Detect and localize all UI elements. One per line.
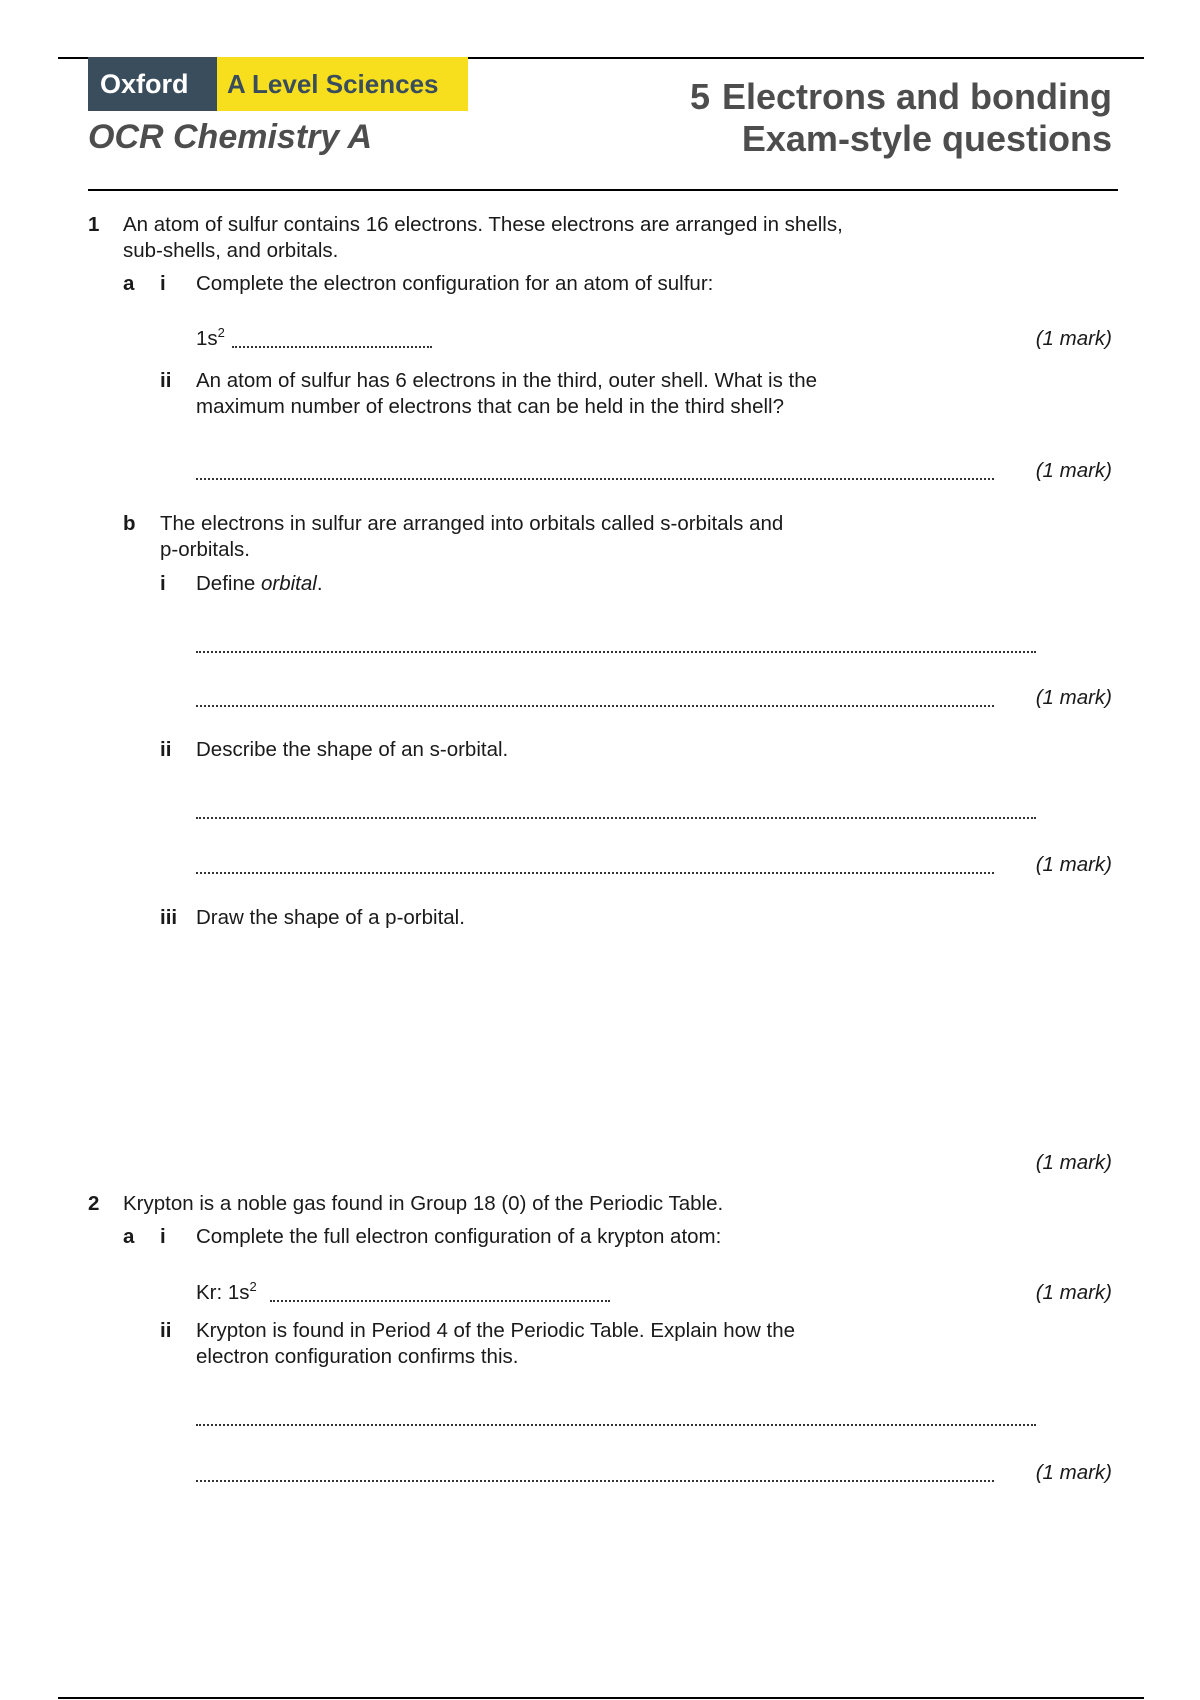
brand-banner: [88, 57, 468, 111]
q1biii-label: iii: [160, 906, 178, 929]
q1aii-mark: (1 mark): [1035, 459, 1112, 482]
q1bii-label: ii: [160, 738, 172, 761]
q2-stem: Krypton is a noble gas found in Group 18 (0) of the Periodic Table.: [123, 1192, 724, 1215]
q2a-label: a: [123, 1225, 135, 1248]
q1b-stem-line1: The electrons in sulfur are arranged into orbitals called s-orbitals and: [160, 512, 784, 535]
chapter-subtitle: Exam-style questions: [741, 118, 1112, 159]
header-rule: [88, 189, 1118, 191]
q1bi-answer-line-1[interactable]: [196, 651, 1036, 653]
q1a-label: a: [123, 272, 135, 295]
q1biii-text: Draw the shape of a p-orbital.: [196, 906, 465, 929]
q1ai-label: i: [160, 272, 166, 295]
chapter-title: Electrons and bonding: [721, 76, 1112, 117]
q2aii-label: ii: [160, 1319, 172, 1342]
q2ai-mark: (1 mark): [1035, 1281, 1112, 1304]
q2aii-answer-line-2[interactable]: [196, 1480, 994, 1482]
q2ai-text: Complete the full electron configuration of a krypton atom:: [196, 1225, 722, 1248]
q1ai-answer-start: [196, 327, 225, 351]
q1bii-answer-line-2[interactable]: [196, 872, 994, 874]
q1ai-text: Complete the electron configuration for an atom of sulfur:: [196, 272, 714, 295]
q1aii-answer-line[interactable]: [196, 478, 994, 480]
chapter-number: 5: [689, 76, 710, 117]
q1-stem-line1: An atom of sulfur contains 16 electrons. These electrons are arranged in shells,: [123, 213, 843, 236]
q1ai-answer-sup: 2: [217, 325, 225, 341]
subject-title: OCR Chemistry A: [88, 118, 373, 156]
q1bi-label: i: [160, 572, 166, 595]
q1b-label: b: [123, 512, 136, 535]
q1bi-mark: (1 mark): [1035, 686, 1112, 709]
q1bi-text-italic: orbital: [260, 572, 317, 595]
q2aii-mark: (1 mark): [1035, 1461, 1112, 1484]
q1aii-line1: An atom of sulfur has 6 electrons in the third, outer shell. What is the: [196, 369, 818, 392]
q1bi-answer-line-2[interactable]: [196, 705, 994, 707]
q1b-stem-line2: p-orbitals.: [160, 538, 251, 561]
q2aii-line1: Krypton is found in Period 4 of the Periodic Table. Explain how the: [196, 1319, 796, 1342]
q1bi-text: [196, 571, 323, 597]
q2ai-label: i: [160, 1225, 166, 1248]
q1bi-text-end: .: [316, 572, 323, 595]
q1bii-mark: (1 mark): [1035, 853, 1112, 876]
q1aii-line2: maximum number of electrons that can be held in the third shell?: [196, 395, 784, 418]
q2ai-answer-line[interactable]: [270, 1300, 610, 1302]
brand-oxford: Oxford: [88, 57, 217, 111]
bottom-rule: [58, 1697, 1144, 1699]
q1bii-text: Describe the shape of an s-orbital.: [196, 738, 509, 761]
q2-number: 2: [88, 1192, 100, 1215]
q1ai-answer-prefix: 1s: [196, 327, 218, 350]
q1ai-mark: (1 mark): [1035, 327, 1112, 350]
q1-stem-line2: sub-shells, and orbitals.: [123, 239, 339, 262]
chapter-heading: [690, 76, 1112, 160]
q2aii-line2: electron configuration confirms this.: [196, 1345, 519, 1368]
q2ai-answer-start: [196, 1281, 257, 1305]
q1ai-answer-line[interactable]: [232, 346, 432, 348]
q2aii-answer-line-1[interactable]: [196, 1424, 1036, 1426]
brand-level-sciences: A Level Sciences: [217, 57, 468, 111]
q1biii-mark: (1 mark): [1035, 1151, 1112, 1174]
q2ai-answer-sup: 2: [249, 1279, 257, 1295]
q1-number: 1: [88, 213, 100, 236]
q1aii-label: ii: [160, 369, 172, 392]
q1bi-text-start: Define: [196, 572, 261, 595]
q1bii-answer-line-1[interactable]: [196, 817, 1036, 819]
q2ai-answer-prefix: Kr: 1s: [196, 1281, 250, 1304]
